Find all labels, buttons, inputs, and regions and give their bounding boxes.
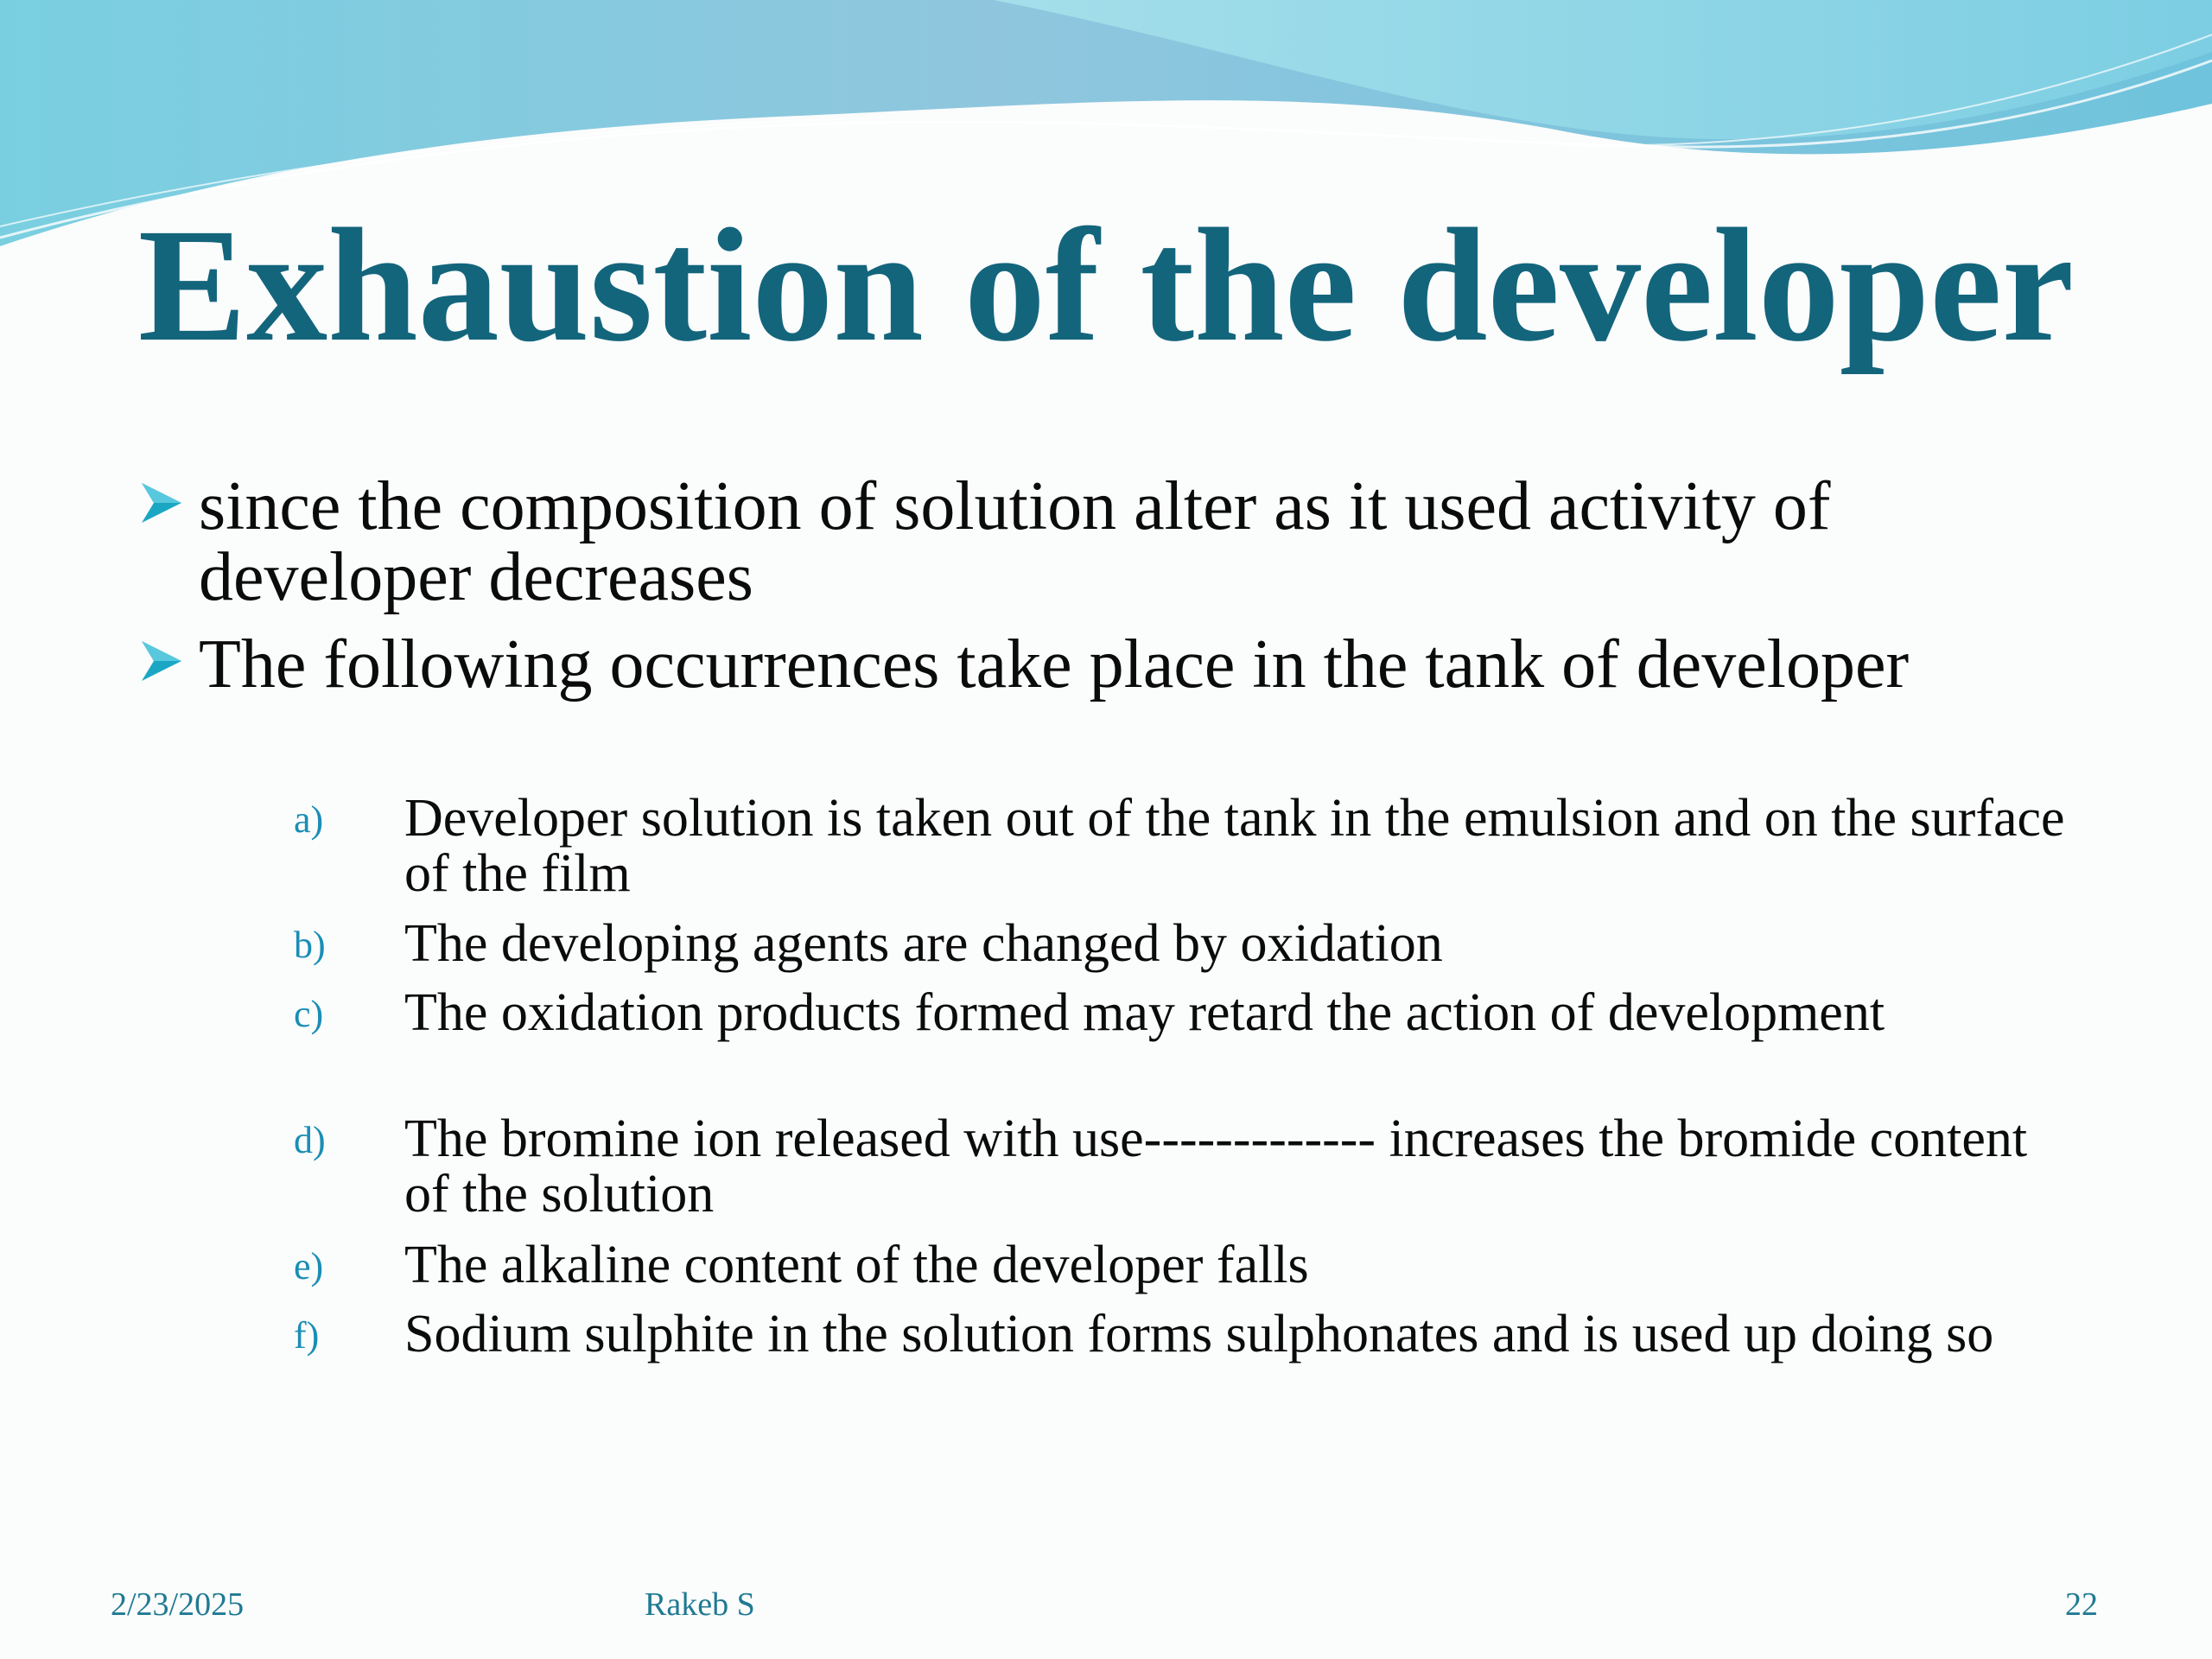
footer-author: Rakeb S — [645, 1586, 755, 1623]
footer-page-number: 22 — [2065, 1586, 2098, 1623]
sub-list-marker: c) — [294, 993, 324, 1035]
sub-list-text: Developer solution is taken out of the tank in the emulsion and on the surface of the film — [404, 789, 2065, 903]
sub-list-marker: d) — [294, 1119, 326, 1161]
sub-list-marker: b) — [294, 924, 326, 966]
sub-list-marker: a) — [294, 798, 324, 841]
sub-list-item — [294, 791, 2082, 901]
arrow-bullet-icon — [138, 638, 185, 684]
sub-list-item — [294, 1306, 2082, 1362]
bullet-text: since the composition of solution alter as it used activity of developer decreases — [199, 468, 1831, 615]
bullet-item — [138, 626, 2082, 702]
footer-date: 2/23/2025 — [111, 1586, 245, 1623]
sub-list-item — [294, 916, 2082, 971]
sub-list-item — [294, 1237, 2082, 1293]
sub-list-text: The alkaline content of the developer falls — [404, 1236, 1309, 1294]
sub-list-marker: e) — [294, 1245, 324, 1287]
slide-title: Exhaustion of the developer — [137, 194, 2075, 375]
sub-list-text: The developing agents are changed by oxidation — [404, 914, 1443, 973]
sub-list-text: The oxidation products formed may retard the action of development — [404, 983, 1885, 1042]
arrow-bullet-icon — [138, 480, 185, 526]
sub-list-marker: f) — [294, 1314, 320, 1357]
sub-list-text: Sodium sulphite in the solution forms sulphonates and is used up doing so — [404, 1305, 1994, 1363]
bullet-item — [138, 468, 2082, 615]
bullet-text: The following occurrences take place in the tank of developer — [199, 626, 1910, 702]
sub-list-text: The bromine ion released with use------------- increases the bromide content of the solution — [404, 1109, 2028, 1224]
sub-list-item — [294, 1111, 2082, 1222]
sub-list-item — [294, 985, 2082, 1040]
